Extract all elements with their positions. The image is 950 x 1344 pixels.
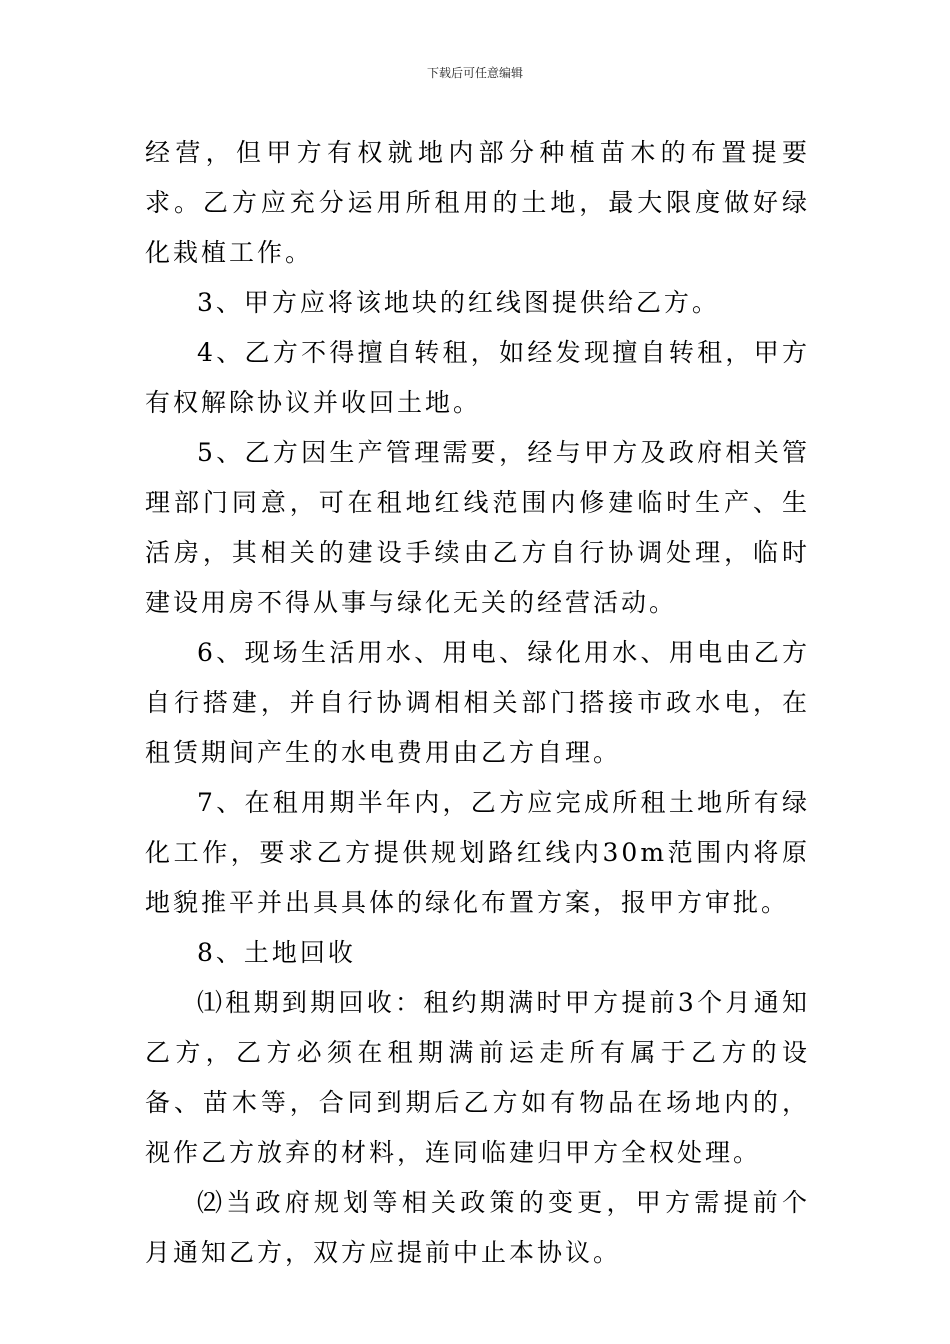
paragraph-clause-4: 4、乙方不得擅自转租，如经发现擅自转租，甲方有权解除协议并收回土地。 bbox=[145, 338, 810, 417]
paragraph-clause-5: 5、乙方因生产管理需要，经与甲方及政府相关管理部门同意，可在租地红线范围内修建临时生产、生活房，其相关的建设手续由乙方自行协调处理，临时建设用房不得从事与绿化无关的经营活动。 bbox=[145, 438, 810, 617]
paragraph-clause-7: 7、在租用期半年内，乙方应完成所租土地所有绿化工作，要求乙方提供规划路红线内30m范围内将原地貌推平并出具具体的绿化布置方案，报甲方审批。 bbox=[145, 788, 810, 917]
paragraph-clause-3: 3、甲方应将该地块的红线图提供给乙方。 bbox=[197, 288, 720, 317]
page-header-note: 下载后可任意编辑 bbox=[426, 66, 523, 80]
paragraph-clause-8-2: ⑵当政府规划等相关政策的变更，甲方需提前个月通知乙方，双方应提前中止本协议。 bbox=[145, 1188, 810, 1267]
paragraph-continuation: 经营，但甲方有权就地内部分种植苗木的布置提要求。乙方应充分运用所租用的土地，最大限度做好绿化栽植工作。 bbox=[145, 138, 810, 267]
paragraph-clause-6: 6、现场生活用水、用电、绿化用水、用电由乙方自行搭建，并自行协调相相关部门搭接市政水电，在租赁期间产生的水电费用由乙方自理。 bbox=[145, 638, 810, 767]
document-body bbox=[145, 128, 810, 1278]
paragraph-clause-8-heading: 8、土地回收 bbox=[197, 938, 356, 967]
paragraph-clause-8-1: ⑴租期到期回收：租约期满时甲方提前3个月通知乙方，乙方必须在租期满前运走所有属于乙方的设备、苗木等，合同到期后乙方如有物品在场地内的，视作乙方放弃的材料，连同临建归甲方全权处理。 bbox=[145, 988, 810, 1167]
